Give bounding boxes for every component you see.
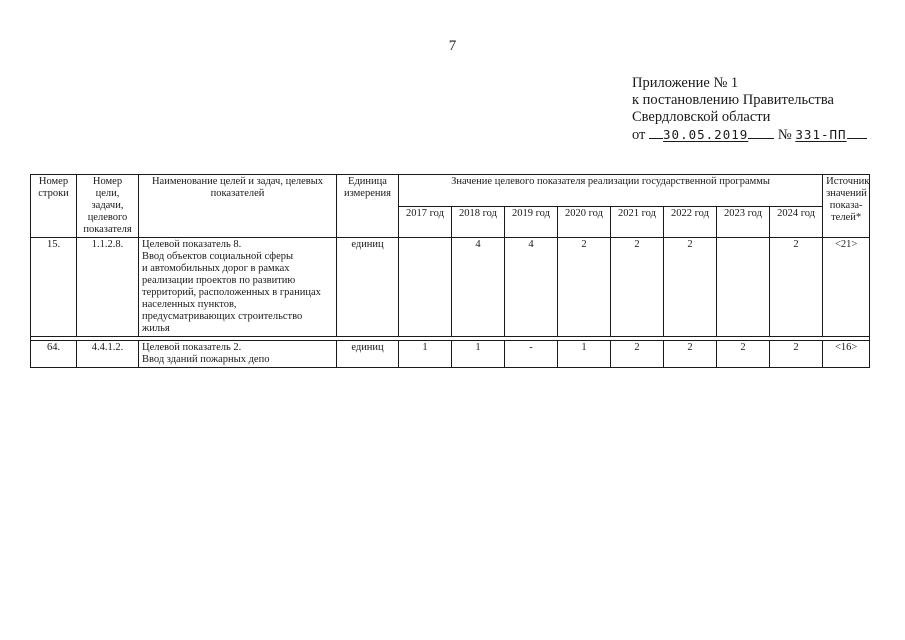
appendix-block (632, 75, 867, 144)
table-row (31, 238, 870, 337)
header-year: 2023 год (717, 206, 770, 238)
header-year: 2021 год (611, 206, 664, 238)
resolution-number: 331-ПП (795, 127, 847, 142)
value-cell: 2 (770, 238, 823, 337)
header-source: Источник значений показа-телей* (823, 175, 870, 238)
value-cell: 2 (770, 341, 823, 368)
value-cell: 2 (611, 238, 664, 337)
row-number: 15. (31, 238, 77, 337)
source-cell: <21> (823, 238, 870, 337)
row-number: 64. (31, 341, 77, 368)
header-year: 2019 год (505, 206, 558, 238)
value-cell (717, 238, 770, 337)
header-unit: Единица измерения (337, 175, 399, 238)
indicator-name: Целевой показатель 8. Ввод объектов социальной сферы и автомобильных дорог в рамках реализации проектов по развитию территорий, расположенных в границах населенных пунктов, предусматривающих строительство жилья (139, 238, 337, 337)
appendix-resolution: к постановлению Правительства (632, 92, 834, 108)
value-cell: 4 (452, 238, 505, 337)
value-cell: 2 (664, 238, 717, 337)
source-cell: <16> (823, 341, 870, 368)
date-prefix: от (632, 127, 646, 143)
value-cell: - (505, 341, 558, 368)
goal-number: 4.4.1.2. (77, 341, 139, 368)
header-values-group: Значение целевого показателя реализации государственной программы (399, 175, 823, 207)
value-cell: 2 (664, 341, 717, 368)
header-row-number: Номер строки (31, 175, 77, 238)
indicators-table (30, 174, 870, 368)
appendix-title: Приложение № 1 (632, 75, 739, 91)
goal-number: 1.1.2.8. (77, 238, 139, 337)
header-year: 2017 год (399, 206, 452, 238)
value-cell (399, 238, 452, 337)
value-cell: 2 (611, 341, 664, 368)
number-prefix: № (777, 127, 792, 143)
value-cell: 2 (717, 341, 770, 368)
value-cell: 4 (505, 238, 558, 337)
unit: единиц (337, 238, 399, 337)
value-cell: 1 (399, 341, 452, 368)
appendix-region: Свердловской области (632, 109, 771, 125)
appendix-date-line (632, 126, 867, 144)
header-goal-number: Номер цели, задачи, целевого показателя (77, 175, 139, 238)
resolution-date: 30.05.2019 (663, 127, 749, 142)
header-year: 2018 год (452, 206, 505, 238)
value-cell: 2 (558, 238, 611, 337)
header-year: 2022 год (664, 206, 717, 238)
value-cell: 1 (452, 341, 505, 368)
table-row (31, 341, 870, 368)
value-cell: 1 (558, 341, 611, 368)
indicator-name: Целевой показатель 2. Ввод зданий пожарных депо (139, 341, 337, 368)
page-number: 7 (448, 38, 457, 54)
unit: единиц (337, 341, 399, 368)
header-year: 2020 год (558, 206, 611, 238)
header-year: 2024 год (770, 206, 823, 238)
header-name: Наименование целей и задач, целевых показателей (139, 175, 337, 238)
